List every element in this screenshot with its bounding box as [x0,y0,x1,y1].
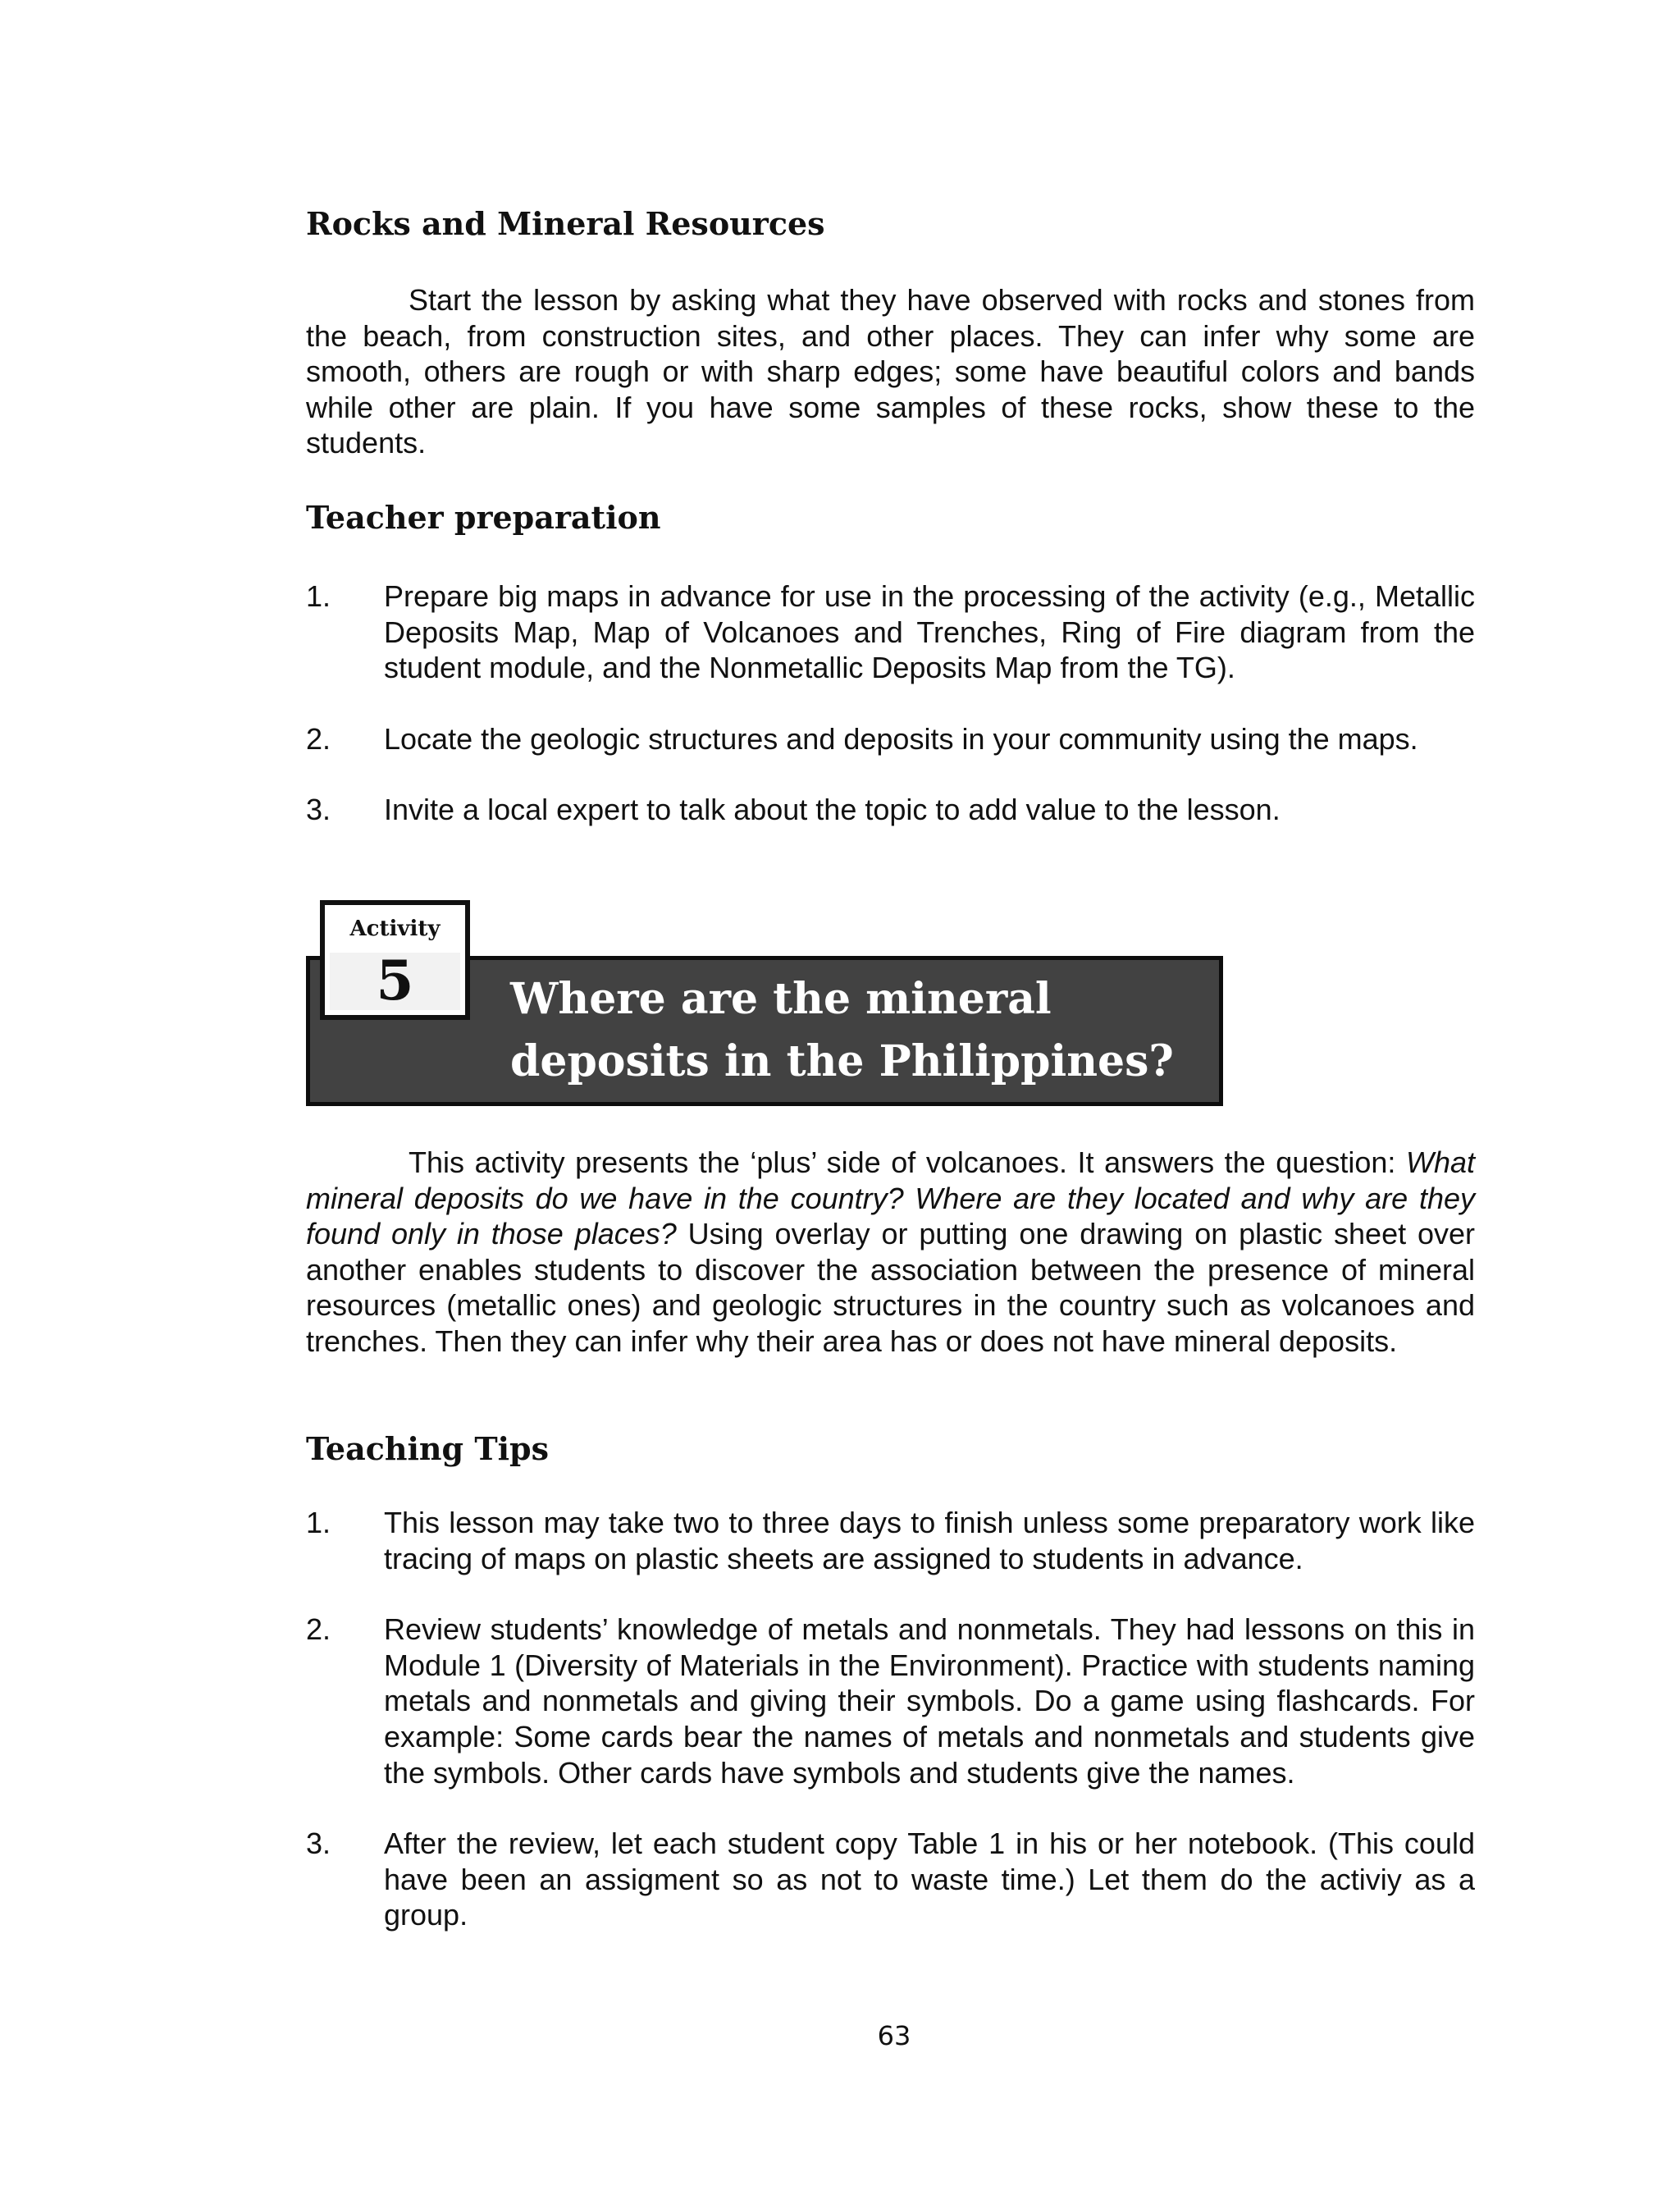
activity-title-line: Where are the mineral [510,974,1052,1024]
list-item-text: Locate the geologic structures and deposits in your community using the maps. [384,721,1418,756]
list-item-text: Invite a local expert to talk about the topic to add value to the lesson. [384,793,1281,827]
section-heading-teaching-tips: Teaching Tips [306,1430,550,1467]
section-heading-teacher-preparation: Teacher preparation [306,499,661,536]
activity-title-line: deposits in the Philippines? [510,1036,1174,1086]
list-number: 1. [306,579,331,613]
intro-rest: Using overlay or putting one drawing on plastic sheet over another enables students to discover the association between the presence of mineral resources (metallic ones) and geologic structures in the country such as volcanoes and trenches. Then they can infer why their area has or does not have mineral deposits. [306,1217,1475,1358]
intro-question: What mineral deposits do we have in the country? Where are they located and why are they found only in those places? [306,1145,1475,1251]
list-item [306,1826,1475,1933]
teaching-tips-list [306,1505,1475,1933]
list-number: 2. [306,721,331,756]
list-item [306,1612,1475,1790]
list-item [306,721,1475,757]
list-item-text: Prepare big maps in advance for use in the processing of the activity (e.g., Metallic Deposits Map, Map of Volcanoes and Trenches, Ring of Fire diagram from the student module, and the Nonmetallic Deposits Map from the TG). [384,579,1475,685]
list-number: 2. [306,1612,331,1647]
list-number: 3. [306,793,331,827]
list-item-text: After the review, let each student copy Table 1 in his or her notebook. (This could have been an assigment so as not to waste time.) Let them do the activiy as a group. [384,1827,1475,1932]
list-item-text: This lesson may take two to three days to finish unless some preparatory work like tracing of maps on plastic sheets are assigned to students in advance. [384,1506,1475,1575]
activity-intro-paragraph [306,1145,1475,1360]
activity-title [510,968,1216,1093]
activity-number-box [320,900,470,1020]
list-number: 3. [306,1827,331,1861]
list-item [306,578,1475,686]
page-number: 63 [877,2020,911,2051]
activity-number: 5 [330,953,460,1010]
section-heading-rocks: Rocks and Mineral Resources [306,205,825,242]
rocks-paragraph: Start the lesson by asking what they have observed with rocks and stones from the beach, from construction sites, and other places. They can infer why some are smooth, others are rough or with sharp edges; some have beautiful colors and bands while other are plain. If you have some samples of these rocks, show these to the students. [306,283,1475,460]
list-item [306,792,1475,828]
intro-lead: This activity presents the ‘plus’ side of volcanoes. It answers the question: [409,1145,1406,1179]
teacher-preparation-list [306,578,1475,828]
list-item-text: Review students’ knowledge of metals and nonmetals. They had lessons on this in Module 1 (Diversity of Materials in the Environment). Practice with students naming metals and nonmetals and giving their symbols. Do a game using flashcards. For example: Some cards bear the names of metals and nonmetals and students give the symbols. Other cards have symbols and students give the names. [384,1612,1475,1790]
list-item [306,1505,1475,1576]
list-number: 1. [306,1506,331,1539]
activity-label: Activity [349,917,441,941]
